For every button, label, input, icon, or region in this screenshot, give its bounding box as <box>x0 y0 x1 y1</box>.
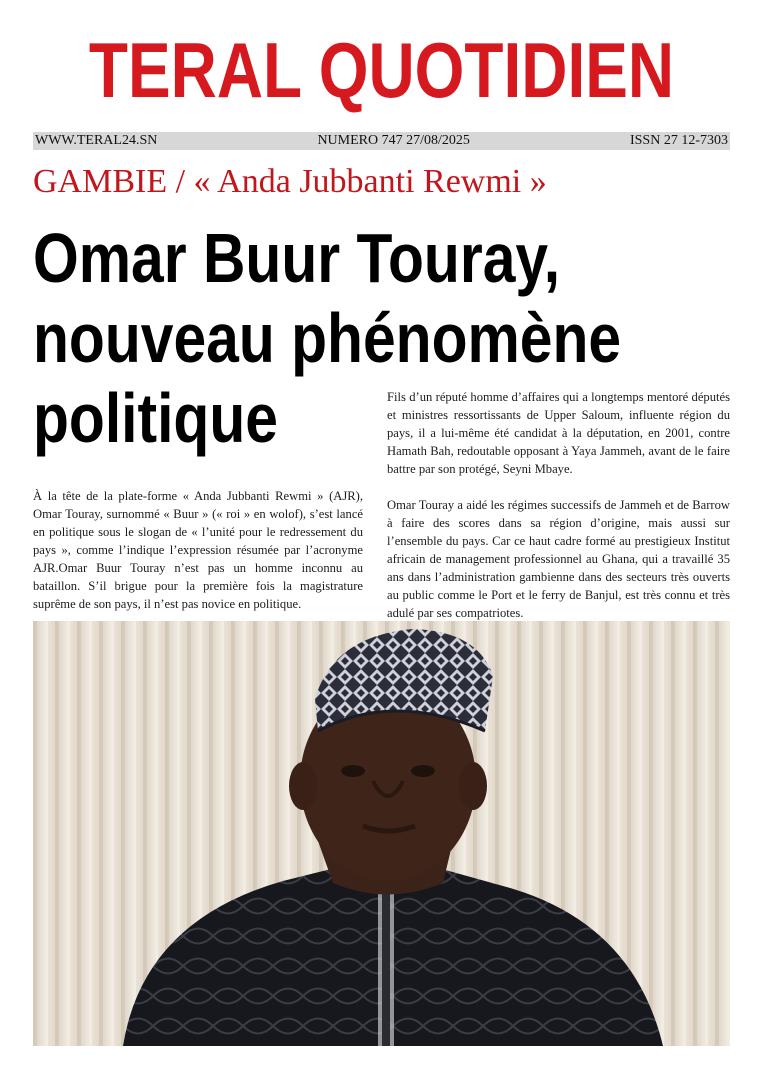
issn-label: ISSN 27 12-7303 <box>629 133 728 148</box>
article-paragraph: Fils d’un réputé homme d’affaires qui a longtemps mentoré députés et ministres ressortissants de Upper Saloum, influente région du pays, il a lui-même été candidat à la députation, en 2001, contre Hamath Bah, redoutable opposant à Yaya Jammeh, avant de le faire battre par son protégé, Seyni Mbaye. <box>387 390 730 476</box>
headline-line: nouveau phénomène <box>33 299 622 377</box>
masthead-info-bar <box>33 132 730 150</box>
article-paragraph: À la tête de la plate-forme « Anda Jubbanti Rewmi » (AJR), Omar Touray, surnommé « Buur » (« roi » en wolof), s’est lancé en politique sous le slogan de « l’unité pour le redressement du pays », comme l’indique l’expression résumée par l’acronyme AJR.Omar Buur Touray n’est pas un homme inconnu au bataillon. S’il brigue pour la première fois la magistrature suprême de son pays, il n’est pas novice en politique. <box>33 489 363 611</box>
website-label: WWW.TERAL24.SN <box>35 133 158 148</box>
issue-number-date: NUMERO 747 27/08/2025 <box>317 133 470 148</box>
article-column-right <box>387 388 730 640</box>
article-paragraph: Omar Touray a aidé les régimes successifs de Jammeh et de Barrow à faire des scores dans sa région d’origine, mais aussi sur l’ensemble du pays. Car ce haut cadre formé au prestigieux Institut africain de management professionnel au Ghana, qui a travaillé 35 ans dans l’administration gambienne dans des secteurs très ouverts au public comme le Port et le ferry de Banjul, est très connu et très adulé par ses compatriotes. <box>387 498 730 620</box>
article-photo <box>33 621 730 1046</box>
headline-line: Omar Buur Touray, <box>33 219 561 297</box>
newspaper-masthead: TERAL QUOTIDIEN <box>88 26 675 114</box>
article-column-left <box>33 487 363 631</box>
headline-line: politique <box>33 379 278 457</box>
article-kicker: GAMBIE / « Anda Jubbanti Rewmi » <box>33 163 547 200</box>
